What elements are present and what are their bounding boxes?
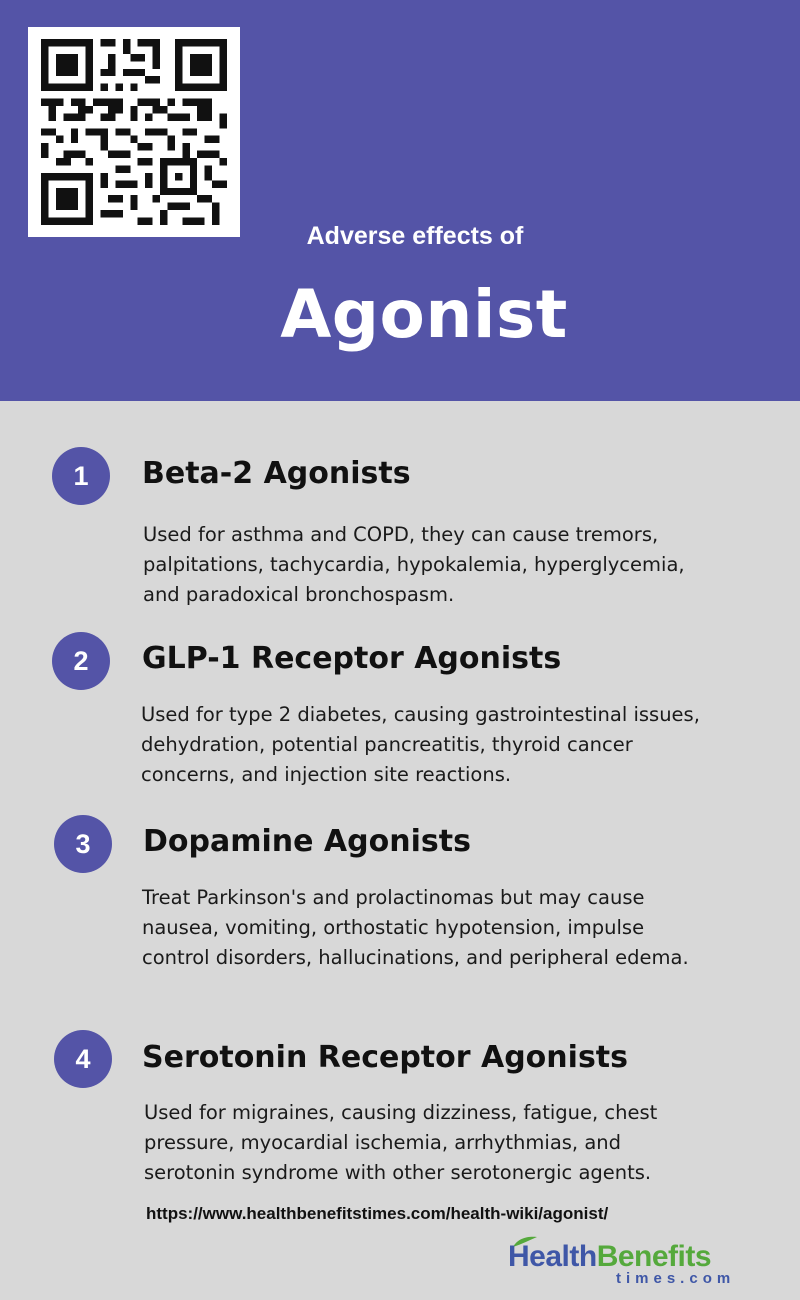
page-subtitle: Adverse effects of — [306, 222, 524, 250]
logo-benefits: Benefits — [596, 1240, 712, 1273]
item-title: Serotonin Receptor Agonists — [142, 1040, 628, 1075]
item-title: GLP-1 Receptor Agonists — [142, 641, 562, 676]
item-number-badge: 1 — [52, 447, 110, 505]
item-description: Used for migraines, causing dizziness, fatigue, chest pressure, myocardial ischemia, arrhythmias, and serotonin syndrome with other serotonergic agents. — [144, 1101, 658, 1184]
logo-health: Health — [508, 1240, 597, 1273]
logo-wordmark — [508, 1240, 711, 1274]
header-band — [0, 0, 800, 401]
item-description: Treat Parkinson's and prolactinomas but may cause nausea, vomiting, orthostatic hypotension, impulse control disorders, hallucinations, and peripheral edema. — [142, 886, 689, 969]
item-title: Beta-2 Agonists — [142, 456, 411, 491]
item-description: Used for asthma and COPD, they can cause tremors, palpitations, tachycardia, hypokalemia, hyperglycemia, and paradoxical bronchospasm. — [143, 523, 685, 606]
qr-code[interactable] — [28, 27, 240, 237]
source-url-link[interactable]: https://www.healthbenefitstimes.com/health-wiki/agonist/ — [146, 1204, 609, 1223]
page-title: Agonist — [280, 276, 568, 353]
item-number-badge: 3 — [54, 815, 112, 873]
logo-times: times.com — [616, 1270, 736, 1287]
item-description: Used for type 2 diabetes, causing gastrointestinal issues, dehydration, potential pancreatitis, thyroid cancer concerns, and injection site reactions. — [141, 703, 700, 786]
item-number-badge: 4 — [54, 1030, 112, 1088]
qr-code-icon — [40, 39, 228, 225]
item-number-badge: 2 — [52, 632, 110, 690]
item-title: Dopamine Agonists — [143, 824, 471, 859]
brand-logo[interactable] — [508, 1240, 758, 1290]
